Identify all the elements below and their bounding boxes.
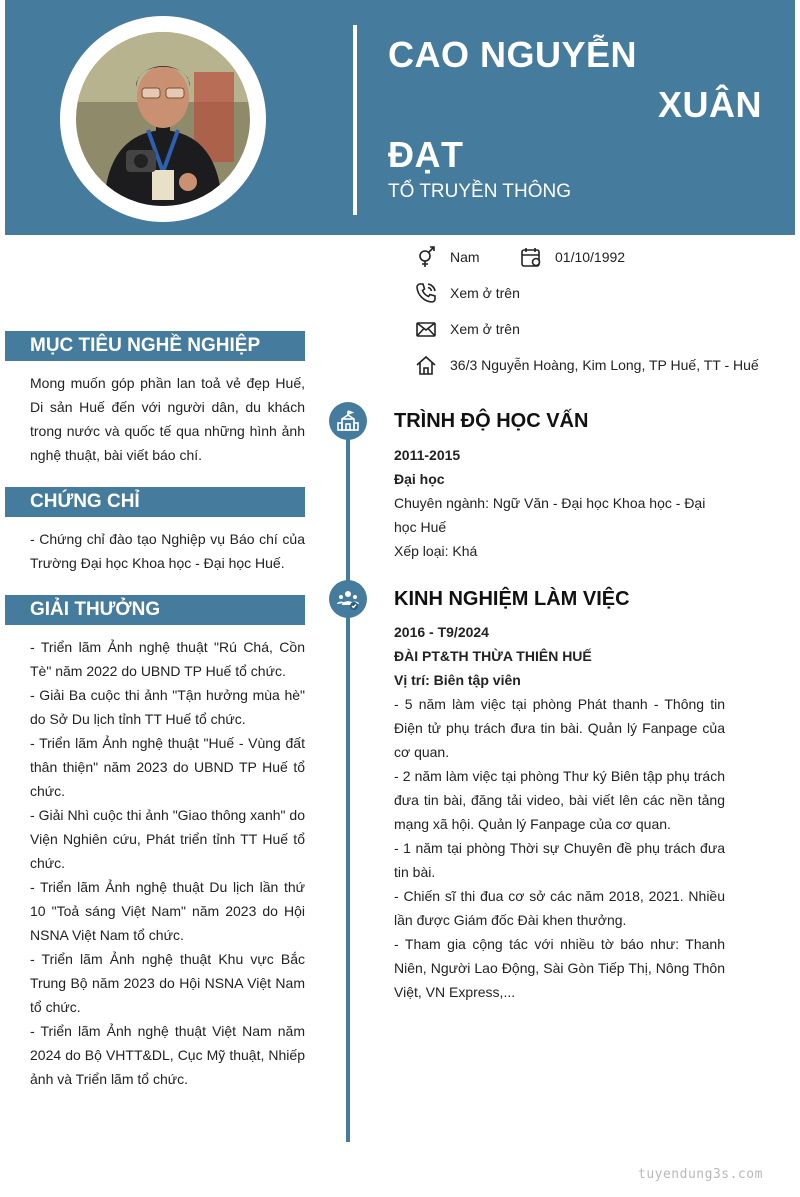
gender-value: Nam: [450, 249, 480, 265]
full-name-line-2: XUÂN: [658, 84, 763, 125]
experience-icon: [329, 580, 367, 618]
awards-list: [30, 635, 305, 1091]
list-item: - Giải Ba cuộc thi ảnh "Tận hưởng mùa hè" do Sở Du lịch tỉnh TT Huế tổ chức.: [30, 687, 305, 727]
email-value: Xem ở trên: [450, 321, 520, 337]
section-title-certificates: CHỨNG CHỈ: [5, 487, 305, 517]
experience-details: [394, 620, 725, 1004]
email-info: [415, 318, 520, 340]
education-grade: Xếp loại: Khá: [394, 543, 478, 559]
experience-position: Vị trí: Biên tập viên: [394, 672, 521, 688]
section-title-experience: KINH NGHIỆM LÀM VIỆC: [394, 588, 630, 610]
avatar-frame: [60, 16, 266, 222]
watermark: tuyendung3s.com: [638, 1167, 763, 1182]
list-item: - Triển lãm Ảnh nghệ thuật "Huế - Vùng đất thân thiện" năm 2023 do UBND TP Huế tổ chức.: [30, 735, 305, 799]
education-icon: [329, 402, 367, 440]
timeline-line: [346, 412, 350, 1142]
list-item: - Triển lãm Ảnh nghệ thuật Việt Nam năm 2024 do Bộ VHTT&DL, Cục Mỹ thuật, Nhiếp ảnh và Triển lãm tổ chức.: [30, 1023, 305, 1087]
list-item: - Giải Nhì cuộc thi ảnh "Giao thông xanh" do Viện Nghiên cứu, Phát triển tỉnh TT Huế tổ chức.: [30, 807, 305, 871]
section-title-awards: GIẢI THƯỞNG: [5, 595, 305, 625]
birthday-info: [520, 246, 625, 268]
mail-icon: [415, 318, 437, 340]
address-info: [415, 354, 759, 376]
education-school: Đại học: [394, 471, 445, 487]
experience-company: ĐÀI PT&TH THỪA THIÊN HUẾ: [394, 648, 592, 664]
full-name-line-1: CAO NGUYỄN: [388, 34, 638, 75]
header-banner: [5, 0, 795, 235]
list-item: - Chiến sĩ thi đua cơ sở các năm 2018, 2021. Nhiều lần được Giám đốc Đài khen thưởng.: [394, 888, 725, 928]
education-major: Chuyên ngành: Ngữ Văn - Đại học Khoa học - Đại học Huế: [394, 495, 706, 535]
section-title-education: TRÌNH ĐỘ HỌC VẤN: [394, 410, 589, 432]
calendar-icon: [520, 246, 542, 268]
phone-info: [415, 282, 520, 304]
birthday-value: 01/10/1992: [555, 249, 626, 265]
certificates-text: - Chứng chỉ đào tạo Nghiệp vụ Báo chí của Trường Đại học Khoa học - Đại học Huế.: [30, 531, 305, 571]
job-role: TỔ TRUYỀN THÔNG: [388, 181, 571, 202]
list-item: - 5 năm làm việc tại phòng Phát thanh - Thông tin Điện tử phụ trách đưa tin bài. Quản lý Fanpage của cơ quan.: [394, 696, 725, 760]
phone-value: Xem ở trên: [450, 285, 520, 301]
list-item: - Tham gia cộng tác với nhiều tờ báo như: Thanh Niên, Người Lao Động, Sài Gòn Tiếp Thị, Nông Thôn Việt, VN Express,...: [394, 936, 725, 1000]
header-divider: [353, 25, 357, 215]
list-item: - 2 năm làm việc tại phòng Thư ký Biên tập phụ trách đưa tin bài, đăng tải video, bài viết lên các nền tảng mạng xã hội. Quản lý Fanpage của cơ quan.: [394, 768, 725, 832]
full-name-line-3: ĐẠT: [388, 134, 464, 175]
gender-icon: [415, 246, 437, 268]
list-item: - Triển lãm Ảnh nghệ thuật "Rú Chá, Cồn Tè" năm 2022 do UBND TP Huế tổ chức.: [30, 639, 305, 679]
education-details: [394, 443, 725, 563]
education-period: 2011-2015: [394, 447, 461, 463]
section-title-objective: MỤC TIÊU NGHỀ NGHIỆP: [5, 331, 305, 361]
objective-text: Mong muốn góp phần lan toả vẻ đẹp Huế, Di sản Huế đến với người dân, du khách trong nước và quốc tế qua những hình ảnh nghệ thuật, bài viết báo chí.: [30, 375, 305, 463]
avatar: [76, 32, 250, 206]
experience-period: 2016 - T9/2024: [394, 624, 489, 640]
home-icon: [415, 354, 437, 376]
phone-icon: [415, 282, 437, 304]
list-item: - Triển lãm Ảnh nghệ thuật Du lịch lần thứ 10 "Toả sáng Việt Nam" năm 2023 do Hội NSNA Việt Nam tổ chức.: [30, 879, 305, 943]
list-item: - 1 năm tại phòng Thời sự Chuyên đề phụ trách đưa tin bài.: [394, 840, 725, 880]
list-item: - Triển lãm Ảnh nghệ thuật Khu vực Bắc Trung Bộ năm 2023 do Hội NSNA Việt Nam tổ chức.: [30, 951, 305, 1015]
address-value: 36/3 Nguyễn Hoàng, Kim Long, TP Huế, TT - Huế: [450, 357, 759, 373]
gender-info: [415, 246, 480, 268]
